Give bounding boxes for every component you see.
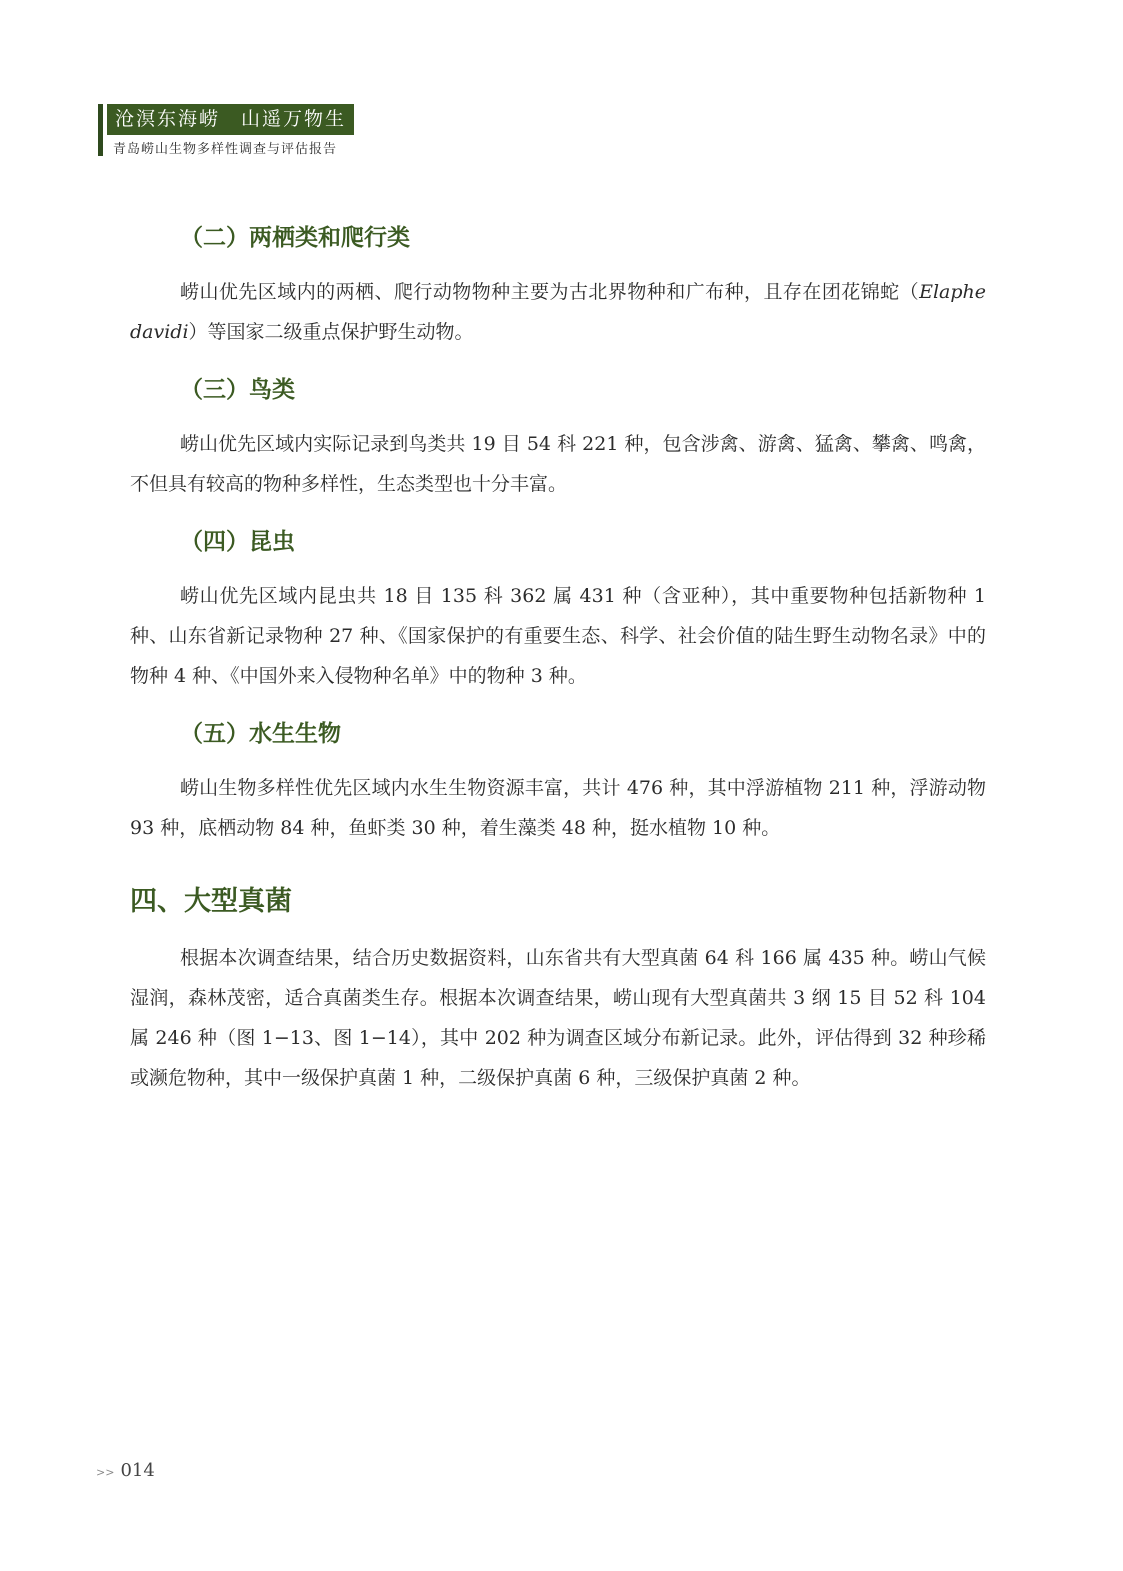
section-paragraph-fungi: 根据本次调查结果，结合历史数据资料，山东省共有大型真菌 64 科 166 属 435 种。崂山气候湿润，森林茂密，适合真菌类生存。根据本次调查结果，崂山现有大型真菌共 3 纲 15 目 52 科 104 属 246 种（图 1−13、图 1−14），其中 202 种为调查区域分布新记录。此外，评估得到 32 种珍稀或濒危物种，其中一级保护真菌 1 种，二级保护真菌 6 种，三级保护真菌 2 种。 xyxy=(130,947,986,1089)
header-subtitle: 青岛崂山生物多样性调查与评估报告 xyxy=(113,142,338,157)
page-content xyxy=(130,218,986,1116)
page-footer xyxy=(96,1460,155,1481)
header-text-block xyxy=(107,104,354,157)
section-paragraph-aquatic: 崂山生物多样性优先区域内水生生物资源丰富，共计 476 种，其中浮游植物 211 种，浮游动物 93 种，底栖动物 84 种，鱼虾类 30 种，着生藻类 48 种，挺水植物 10 种。 xyxy=(130,777,986,839)
species-latin-name: Elaphe davidi xyxy=(130,281,986,343)
chapter-heading-fungi: 四、大型真菌 xyxy=(130,886,292,917)
amphibians-text-before: 崂山优先区域内的两栖、爬行动物物种主要为古北界物种和广布种，且存在团花锦蛇（ xyxy=(180,281,920,303)
header-title: 沧溟东海崂 山遥万物生 xyxy=(107,104,354,135)
section-paragraph-birds: 崂山优先区域内实际记录到鸟类共 19 目 54 科 221 种，包含涉禽、游禽、猛禽、攀禽、鸣禽，不但具有较高的物种多样性，生态类型也十分丰富。 xyxy=(130,433,986,495)
amphibians-text-after: ）等国家二级重点保护野生动物。 xyxy=(188,321,474,343)
section-paragraph-amphibians xyxy=(130,272,986,352)
page-number: 014 xyxy=(120,1460,155,1481)
running-header xyxy=(98,104,354,157)
header-accent-bar xyxy=(98,104,103,156)
section-heading-insects: （四）昆虫 xyxy=(180,529,295,555)
section-heading-amphibians: （二）两栖类和爬行类 xyxy=(180,225,410,251)
section-paragraph-insects: 崂山优先区域内昆虫共 18 目 135 科 362 属 431 种（含亚种），其中重要物种包括新物种 1 种、山东省新记录物种 27 种、《国家保护的有重要生态、科学、社会价值的陆生野生动物名录》中的物种 4 种、《中国外来入侵物种名单》中的物种 3 种。 xyxy=(130,585,986,687)
section-heading-birds: （三）鸟类 xyxy=(180,377,295,403)
section-heading-aquatic: （五）水生生物 xyxy=(180,721,341,747)
footer-arrow-icon: >> xyxy=(96,1466,115,1479)
